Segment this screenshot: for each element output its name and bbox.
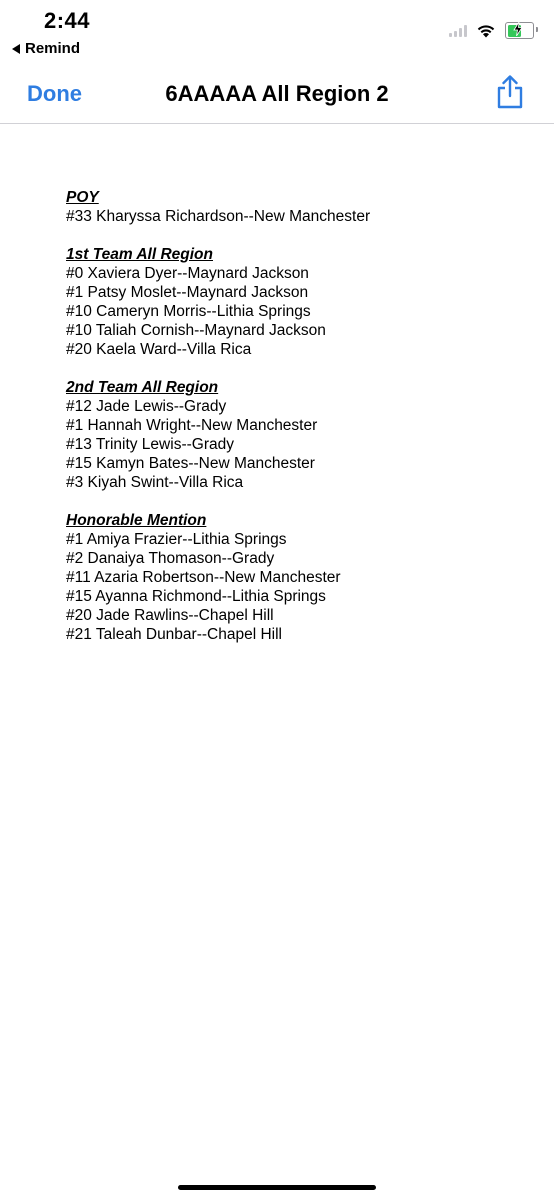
- page-title: 6AAAAA All Region 2: [165, 81, 389, 106]
- back-app-label: Remind: [25, 40, 81, 57]
- list-item: #3 Kiyah Swint--Villa Rica: [66, 474, 244, 491]
- list-item: #1 Patsy Moslet--Maynard Jackson: [66, 284, 309, 301]
- list-item: #0 Xaviera Dyer--Maynard Jackson: [66, 265, 309, 282]
- list-item: #11 Azaria Robertson--New Manchester: [66, 569, 341, 586]
- section-title: Honorable Mention: [66, 512, 207, 529]
- battery-icon: [505, 22, 534, 39]
- share-button[interactable]: [494, 74, 526, 110]
- list-item: #10 Cameryn Morris--Lithia Springs: [66, 303, 311, 320]
- home-indicator[interactable]: [178, 1185, 376, 1190]
- list-item: #12 Jade Lewis--Grady: [66, 398, 227, 415]
- list-item: #10 Taliah Cornish--Maynard Jackson: [66, 322, 326, 339]
- list-item: #15 Ayanna Richmond--Lithia Springs: [66, 588, 326, 605]
- list-item: #13 Trinity Lewis--Grady: [66, 436, 234, 453]
- section-title: 1st Team All Region: [66, 246, 213, 263]
- document-content: [66, 188, 370, 663]
- section-first-team: [66, 245, 370, 359]
- list-item: #2 Danaiya Thomason--Grady: [66, 550, 275, 567]
- share-icon: [494, 74, 526, 110]
- navigation-bar: [0, 62, 554, 124]
- cellular-signal-icon: [449, 25, 467, 37]
- back-triangle-icon: [12, 44, 20, 54]
- list-item: #21 Taleah Dunbar--Chapel Hill: [66, 626, 282, 643]
- charging-bolt-icon: [513, 22, 523, 36]
- list-item: #1 Amiya Frazier--Lithia Springs: [66, 531, 287, 548]
- list-item: #33 Kharyssa Richardson--New Manchester: [66, 208, 371, 225]
- status-time: 2:44: [44, 8, 91, 33]
- wifi-icon: [476, 24, 496, 38]
- list-item: #20 Kaela Ward--Villa Rica: [66, 341, 252, 358]
- section-honorable-mention: [66, 511, 370, 644]
- section-poy: [66, 188, 370, 226]
- back-to-app-button[interactable]: [12, 40, 80, 57]
- section-title: 2nd Team All Region: [66, 379, 219, 396]
- list-item: #20 Jade Rawlins--Chapel Hill: [66, 607, 274, 624]
- section-title: POY: [66, 189, 99, 206]
- status-bar: [0, 0, 554, 62]
- section-second-team: [66, 378, 370, 492]
- done-button[interactable]: Done: [27, 81, 82, 106]
- list-item: #15 Kamyn Bates--New Manchester: [66, 455, 315, 472]
- list-item: #1 Hannah Wright--New Manchester: [66, 417, 318, 434]
- status-icons: [449, 22, 534, 39]
